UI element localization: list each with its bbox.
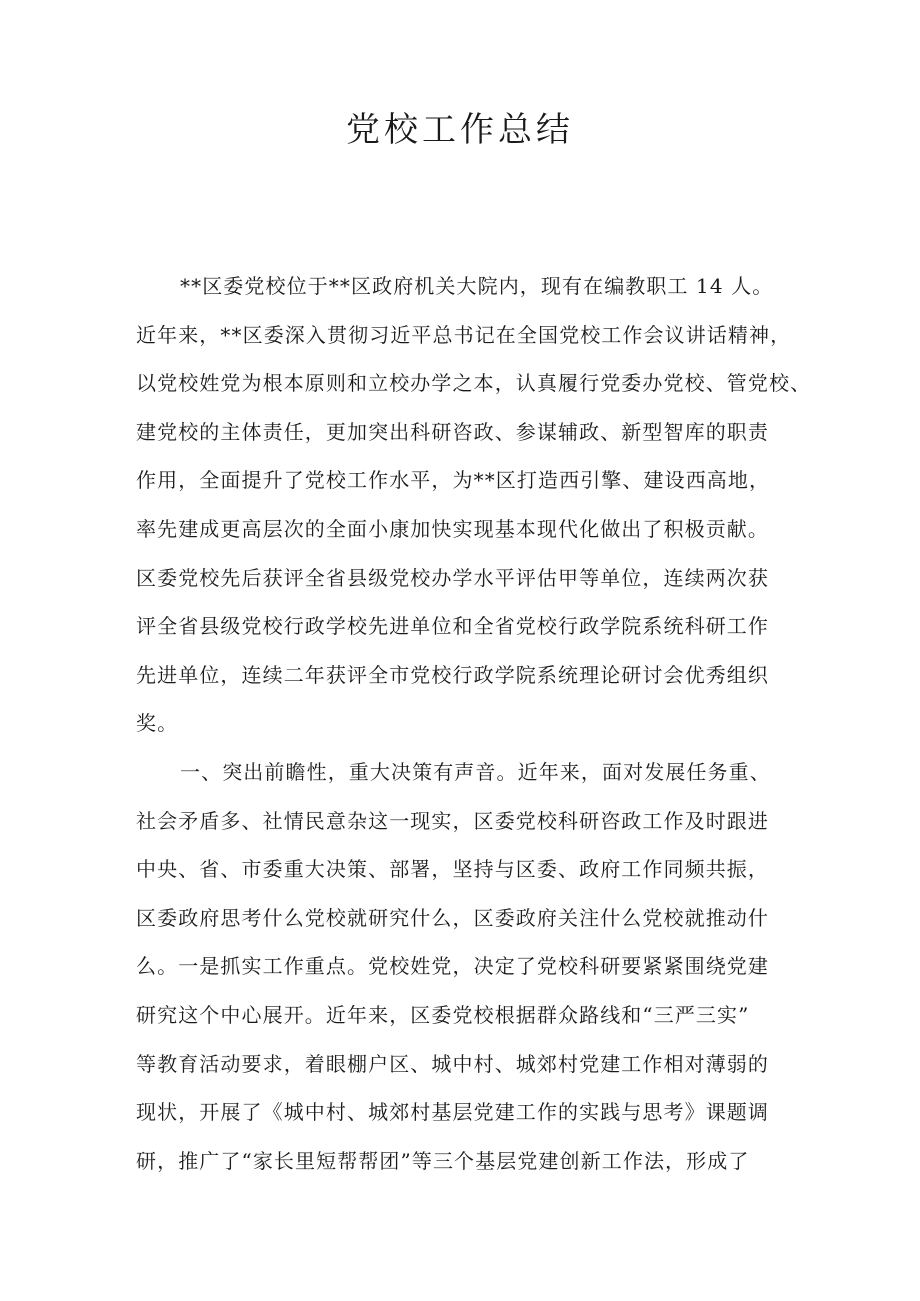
text-line: 近年来，**区委深入贯彻习近平总书记在全国党校工作会议讲话精神，: [136, 322, 792, 347]
text-line: 么。一是抓实工作重点。党校姓党，决定了党校科研要紧紧围绕党建: [136, 954, 769, 979]
text-line: 社会矛盾多、社情民意杂这一现实，区委党校科研咨政工作及时跟进: [136, 808, 769, 833]
text-line: 一、突出前瞻性，重大决策有声音。近年来，面对发展任务重、: [180, 759, 771, 784]
text-line: 现状，开展了《城中村、城郊村基层党建工作的实践与思考》课题调: [136, 1100, 769, 1125]
text-line: 区委党校先后获评全省县级党校办学水平评估甲等单位，连续两次获: [136, 565, 769, 590]
text-line: 率先建成更高层次的全面小康加快实现基本现代化做出了积极贡献。: [136, 516, 769, 541]
document-body: [136, 262, 812, 1185]
text-line: 研，推广了“家长里短帮帮团”等三个基层党建创新工作法，形成了: [136, 1148, 750, 1173]
text-line: 中央、省、市委重大决策、部署，坚持与区委、政府工作同频共振，: [136, 857, 769, 882]
text-line: 等教育活动要求，着眼棚户区、城中村、城郊村党建工作相对薄弱的: [136, 1051, 769, 1076]
text-line: 以党校姓党为根本原则和立校办学之本，认真履行党委办党校、管党校、: [136, 371, 812, 396]
text-line: 评全省县级党校行政学校先进单位和全省党校行政学院系统科研工作: [136, 614, 769, 639]
document-title: 党校工作总结: [346, 110, 574, 150]
text-line: 先进单位，连续二年获评全市党校行政学院系统理论研讨会优秀组织: [136, 662, 769, 687]
text-line: 研究这个中心展开。近年来，区委党校根据群众路线和“三严三实”: [136, 1002, 750, 1027]
text-line: 建党校的主体责任，更加突出科研咨政、参谋辅政、新型智库的职责: [136, 419, 769, 444]
text-line: 区委政府思考什么党校就研究什么，区委政府关注什么党校就推动什: [136, 905, 769, 930]
text-line: 奖。: [136, 711, 179, 736]
text-line: 作用，全面提升了党校工作水平，为**区打造西引擎、建设西高地，: [136, 468, 771, 493]
text-line: **区委党校位于**区政府机关大院内，现有在编教职工 14 人。: [180, 274, 774, 298]
